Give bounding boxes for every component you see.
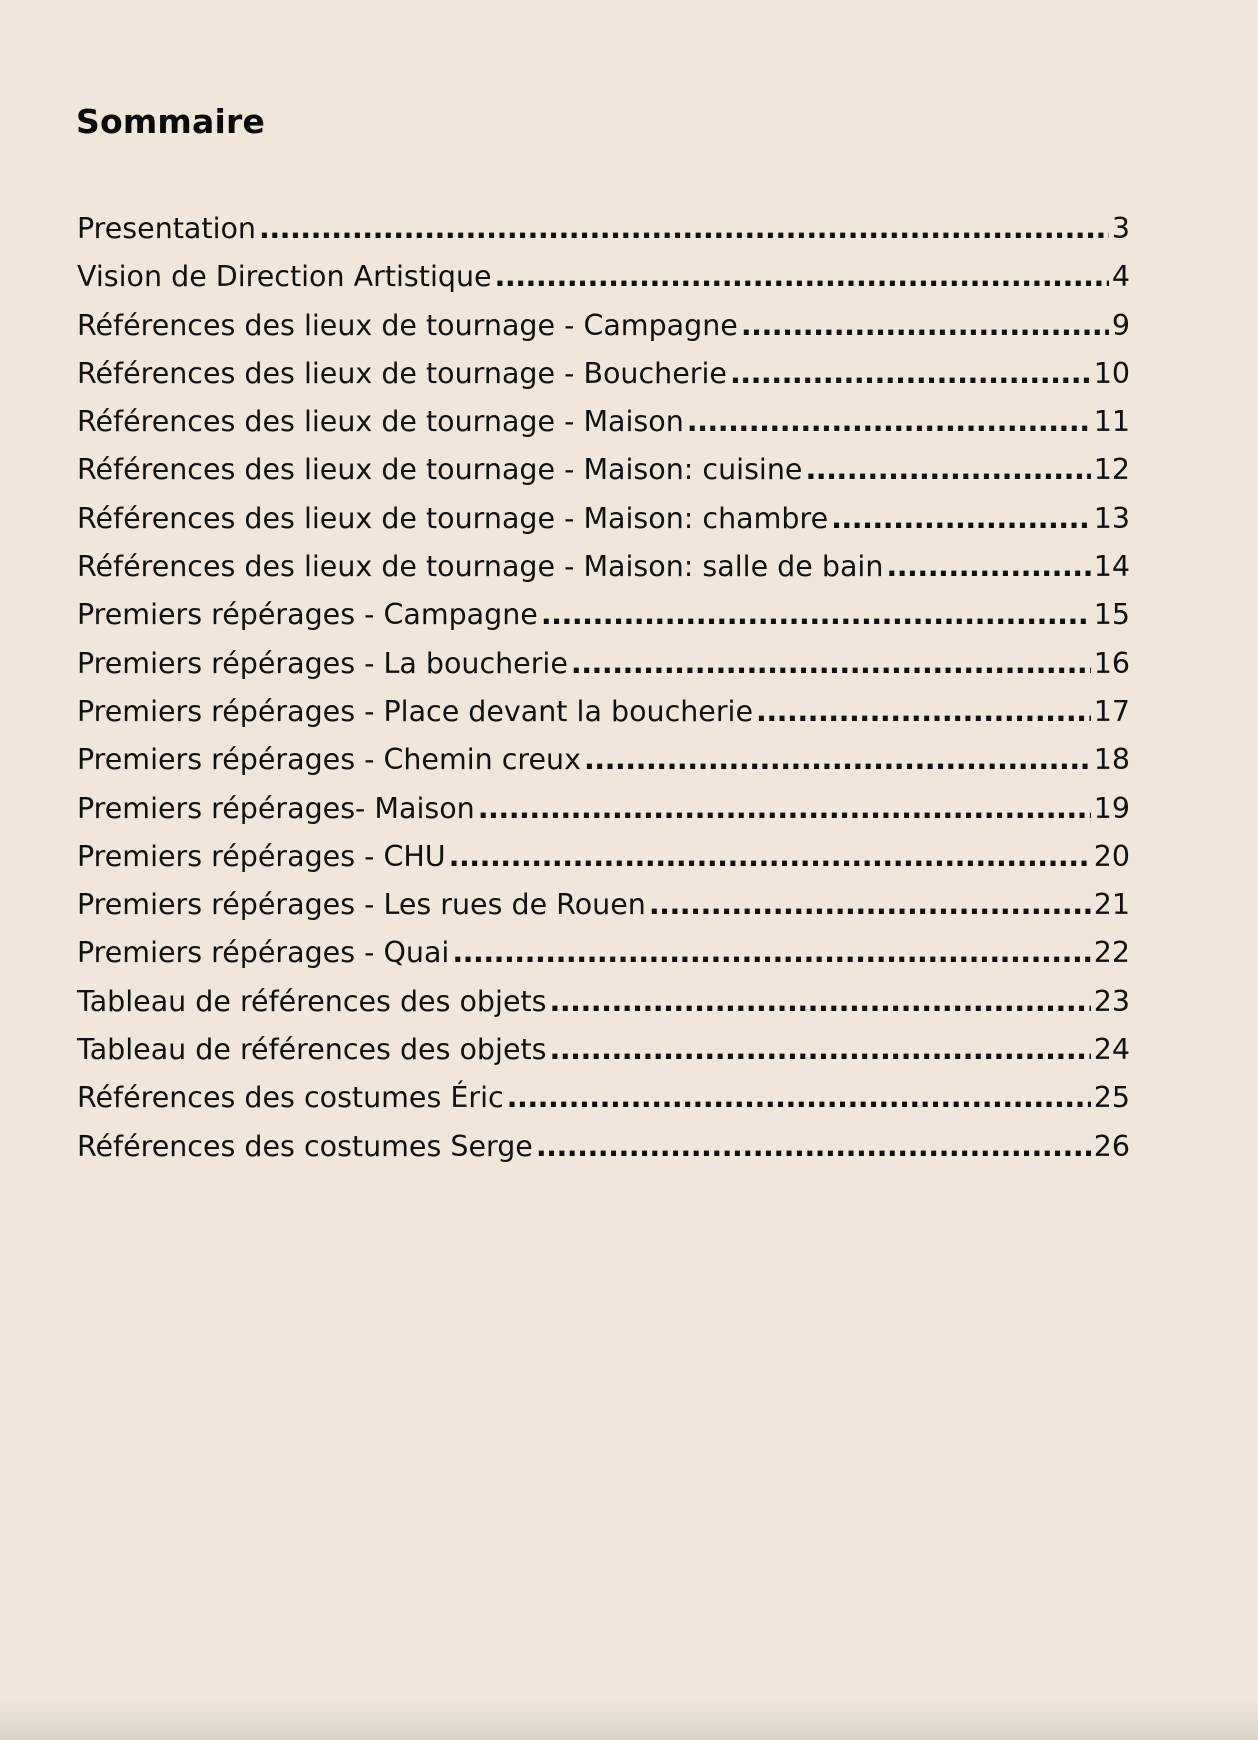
- toc-entry-label: Presentation: [77, 212, 256, 245]
- toc-entry[interactable]: [77, 446, 1130, 494]
- toc-entry[interactable]: [77, 881, 1130, 929]
- table-of-contents: [77, 205, 1130, 1171]
- toc-entry[interactable]: [77, 785, 1130, 833]
- toc-entry-page: 15: [1093, 598, 1130, 632]
- toc-entry-page: 4: [1111, 260, 1130, 294]
- toc-dot-leader: [584, 736, 1091, 784]
- toc-dot-leader: [831, 495, 1091, 543]
- toc-dot-leader: [495, 253, 1109, 301]
- toc-entry-page: 11: [1093, 405, 1130, 439]
- toc-entry[interactable]: [77, 253, 1130, 301]
- toc-entry[interactable]: [77, 591, 1130, 639]
- toc-entry[interactable]: [77, 205, 1130, 253]
- toc-dot-leader: [730, 350, 1091, 398]
- toc-entry-label: Références des lieux de tournage - Boucherie: [77, 356, 727, 390]
- toc-entry[interactable]: [77, 736, 1130, 784]
- toc-entry-label: Vision de Direction Artistique: [77, 260, 492, 294]
- toc-dot-leader: [886, 543, 1090, 591]
- toc-entry-page: 17: [1093, 694, 1130, 728]
- toc-entry-label: Tableau de références des objets: [77, 984, 547, 1018]
- toc-entry[interactable]: [77, 1026, 1130, 1074]
- toc-entry-page: 18: [1093, 743, 1130, 777]
- toc-dot-leader: [550, 978, 1091, 1026]
- toc-entry-page: 20: [1093, 839, 1130, 873]
- toc-entry-label: Premiers répérages - Campagne: [77, 598, 538, 632]
- toc-entry-label: Premiers répérages - CHU: [77, 839, 446, 873]
- toc-dot-leader: [571, 640, 1091, 688]
- toc-entry[interactable]: [77, 1074, 1130, 1122]
- toc-entry-label: Références des lieux de tournage - Campagne: [77, 308, 738, 342]
- toc-entry-page: 26: [1093, 1129, 1130, 1163]
- toc-dot-leader: [649, 881, 1091, 929]
- toc-entry-page: 9: [1111, 308, 1130, 342]
- toc-entry-page: 22: [1093, 936, 1130, 970]
- toc-entry-label: Premiers répérages - Les rues de Rouen: [77, 888, 646, 922]
- page-bottom-shadow: [0, 1700, 1258, 1740]
- toc-entry[interactable]: [77, 302, 1130, 350]
- toc-entry-page: 25: [1093, 1081, 1130, 1115]
- toc-entry-label: Références des costumes Serge: [77, 1129, 533, 1163]
- toc-entry[interactable]: [77, 495, 1130, 543]
- toc-entry[interactable]: [77, 640, 1130, 688]
- toc-entry[interactable]: [77, 833, 1130, 881]
- toc-entry[interactable]: [77, 543, 1130, 591]
- toc-entry-page: 14: [1093, 550, 1130, 584]
- toc-dot-leader: [449, 833, 1091, 881]
- toc-entry-page: 3: [1111, 212, 1130, 245]
- toc-entry-page: 13: [1093, 501, 1130, 535]
- toc-entry-page: 10: [1093, 356, 1130, 390]
- toc-dot-leader: [452, 929, 1090, 977]
- toc-dot-leader: [550, 1026, 1091, 1074]
- toc-entry-label: Références des costumes Éric: [77, 1081, 504, 1115]
- toc-dot-leader: [741, 302, 1109, 350]
- toc-entry-label: Références des lieux de tournage - Maison: cuisine: [77, 453, 803, 487]
- toc-dot-leader: [756, 688, 1091, 736]
- toc-dot-leader: [507, 1074, 1091, 1122]
- toc-entry[interactable]: [77, 688, 1130, 736]
- toc-entry-page: 24: [1093, 1033, 1130, 1067]
- toc-entry-page: 21: [1093, 888, 1130, 922]
- toc-entry[interactable]: [77, 929, 1130, 977]
- toc-dot-leader: [541, 591, 1091, 639]
- toc-entry[interactable]: [77, 350, 1130, 398]
- toc-dot-leader: [259, 205, 1109, 253]
- toc-dot-leader: [805, 446, 1090, 494]
- toc-entry-page: 12: [1093, 453, 1130, 487]
- toc-entry-label: Références des lieux de tournage - Maison: [77, 405, 684, 439]
- toc-entry[interactable]: [77, 1123, 1130, 1171]
- toc-entry-page: 16: [1093, 646, 1130, 680]
- toc-dot-leader: [536, 1123, 1091, 1171]
- toc-dot-leader: [478, 785, 1091, 833]
- toc-entry-page: 23: [1093, 984, 1130, 1018]
- toc-entry[interactable]: [77, 978, 1130, 1026]
- page-title: Sommaire: [76, 102, 266, 141]
- toc-entry-label: Premiers répérages - La boucherie: [77, 646, 568, 680]
- toc-entry-label: Tableau de références des objets: [77, 1033, 547, 1067]
- toc-entry-label: Premiers répérages - Quai: [77, 936, 450, 970]
- toc-entry-label: Premiers répérages- Maison: [77, 791, 475, 825]
- toc-entry-page: 19: [1093, 791, 1130, 825]
- toc-entry-label: Références des lieux de tournage - Maison: salle de bain: [77, 550, 884, 584]
- toc-entry-label: Premiers répérages - Chemin creux: [77, 743, 581, 777]
- toc-entry[interactable]: [77, 398, 1130, 446]
- toc-dot-leader: [687, 398, 1091, 446]
- toc-entry-label: Premiers répérages - Place devant la boucherie: [77, 694, 754, 728]
- toc-entry-label: Références des lieux de tournage - Maison: chambre: [77, 501, 829, 535]
